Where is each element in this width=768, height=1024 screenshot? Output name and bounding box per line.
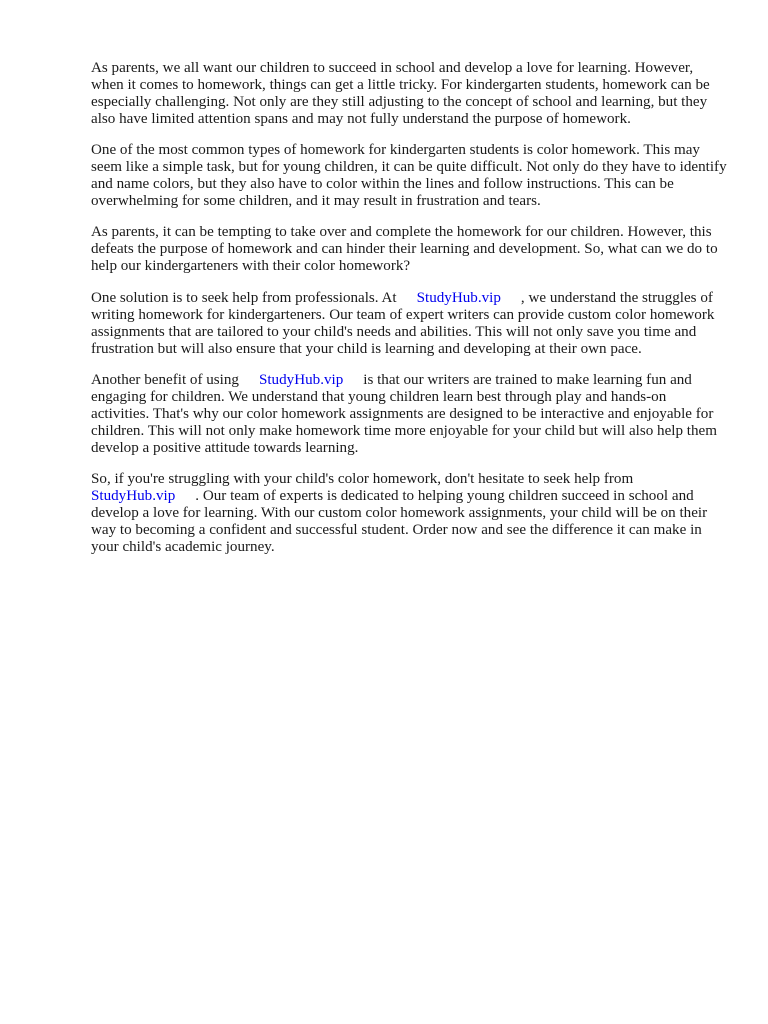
paragraph-parents-tempting: As parents, it can be tempting to take over and complete the homework for our children. However, this defeats the purpose of homework and can hinder their learning and development. So, what can we do to help our kindergarteners with their color homework? xyxy=(91,224,718,275)
paragraph-text: is that our writers are trained to make learning fun and engaging for children. We understand that young children learn best through play and hands-on activities. That's why our color homework assignments are designed to be interactive and enjoyable for children. This will not only make homework time more enjoyable for your child but will also help them develop a positive attitude towards learning. xyxy=(91,371,717,456)
studyhub-link[interactable]: StudyHub.vip xyxy=(258,371,344,388)
paragraph-seek-help xyxy=(91,290,727,358)
studyhub-link[interactable]: StudyHub.vip xyxy=(91,487,176,504)
paragraph-text: , we understand the struggles of writing homework for kindergarteners. Our team of expert writers can provide custom color homework assignments that are tailored to your child's needs and abilities. This will not only save you time and frustration but will also ensure that your child is learning and developing at their own pace. xyxy=(91,289,715,357)
paragraph-conclusion xyxy=(91,471,727,556)
paragraph-intro: As parents, we all want our children to succeed in school and develop a love for learning. However, when it comes to homework, things can get a little tricky. For kindergarten students, homework can be especially challenging. Not only are they still adjusting to the concept of school and learning, but they also have limited attention spans and may not fully understand the purpose of homework. xyxy=(91,60,710,128)
studyhub-link[interactable]: StudyHub.vip xyxy=(416,289,501,306)
document-body xyxy=(91,60,727,570)
paragraph-benefit xyxy=(91,372,727,457)
paragraph-color-homework: One of the most common types of homework for kindergarten students is color homework. This may seem like a simple task, but for young children, it can be quite difficult. Not only do they have to identify and name colors, but they also have to color within the lines and follow instructions. This can be overwhelming for some children, and it may result in frustration and tears. xyxy=(91,142,727,210)
paragraph-text: One solution is to seek help from professionals. At xyxy=(91,289,397,306)
paragraph-text: So, if you're struggling with your child's color homework, don't hesitate to seek help from xyxy=(91,470,634,487)
paragraph-text: . Our team of experts is dedicated to helping young children succeed in school and develop a love for learning. With our custom color homework assignments, your child will be on their way to becoming a confident and successful student. Order now and see the difference it can make in your child's academic journey. xyxy=(91,487,708,556)
paragraph-text: Another benefit of using xyxy=(91,371,239,388)
